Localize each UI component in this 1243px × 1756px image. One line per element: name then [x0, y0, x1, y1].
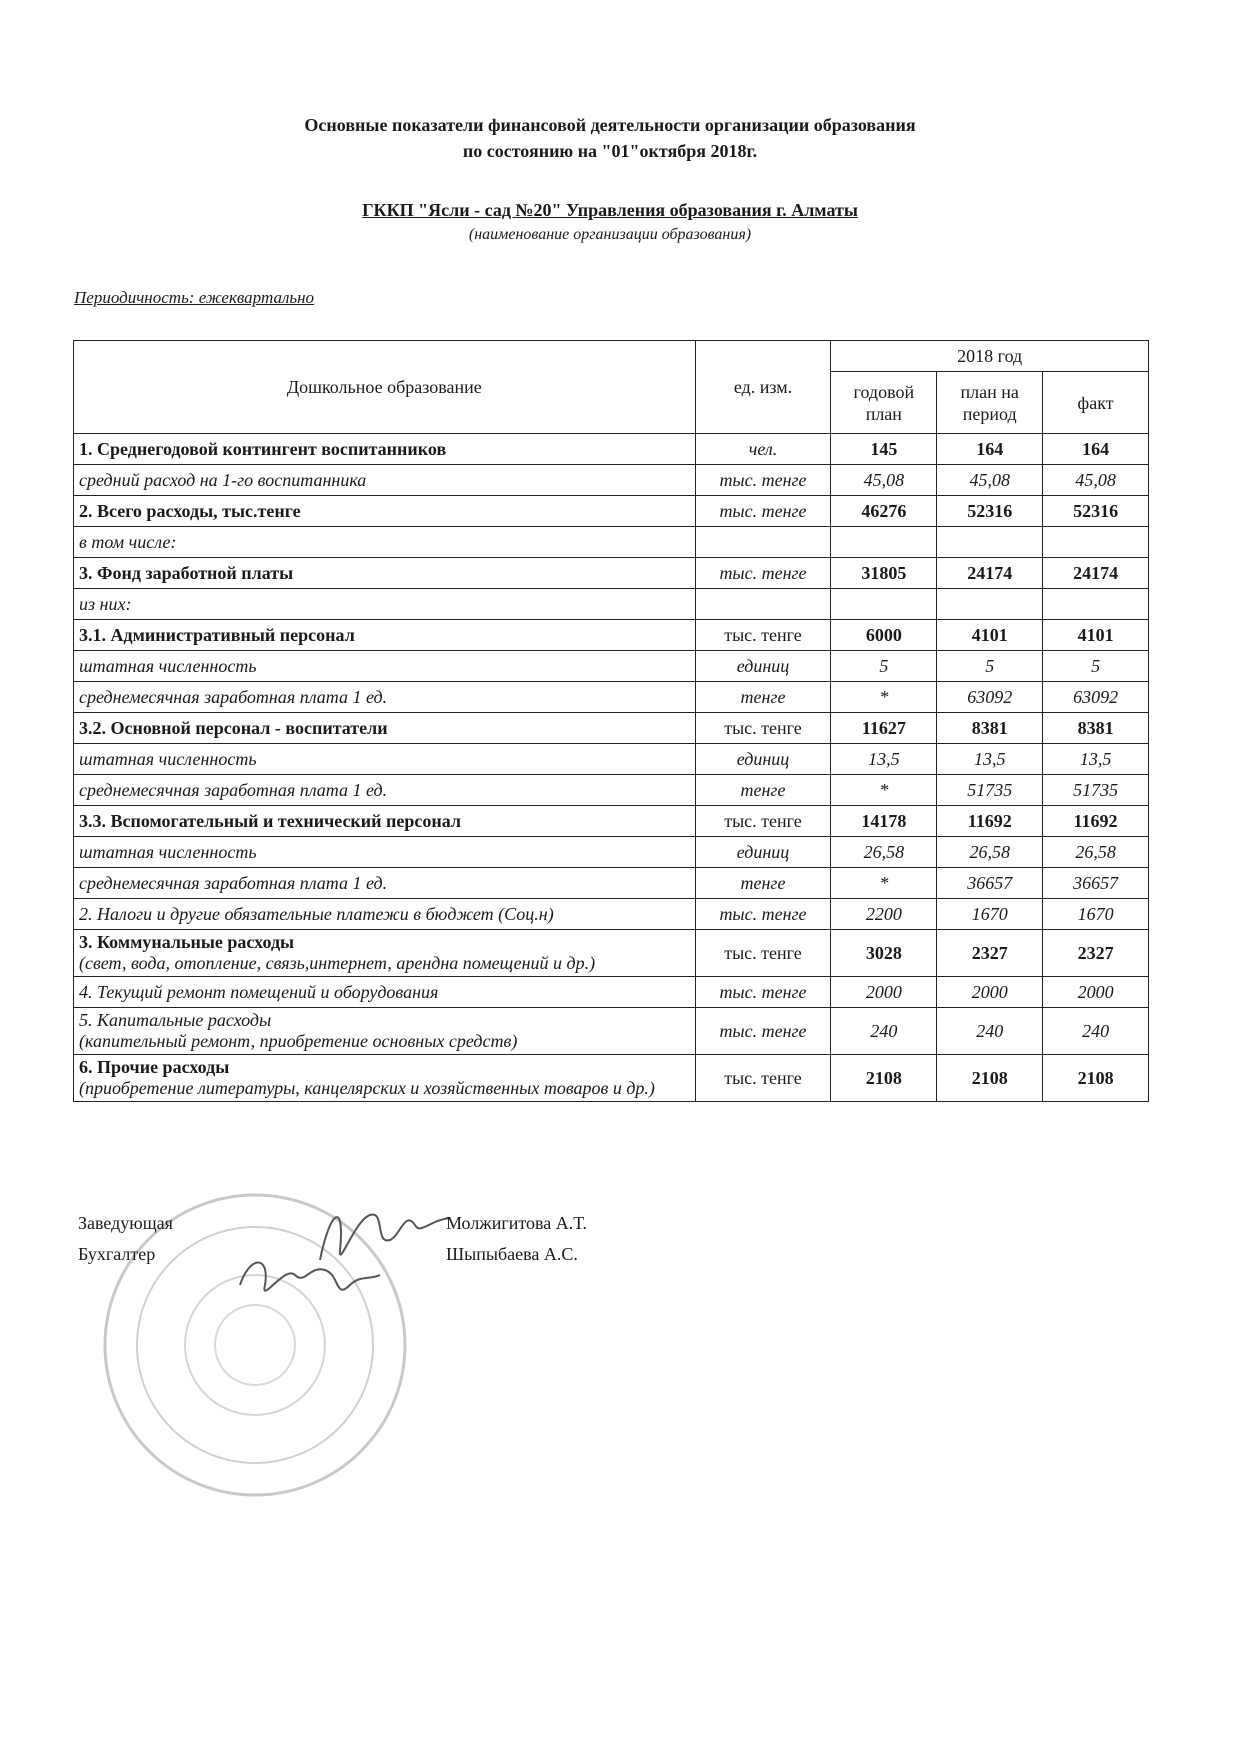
row-unit: единиц: [695, 651, 831, 682]
director-name: Молжигитова А.Т.: [446, 1213, 587, 1233]
header-year: 2018 год: [831, 341, 1149, 372]
row-value-v2: 36657: [937, 868, 1043, 899]
row-name: среднемесячная заработная плата 1 ед.: [79, 686, 388, 707]
row-value-v3: 26,58: [1043, 837, 1149, 868]
row-value-v1: 31805: [831, 558, 937, 589]
row-unit: тыс. тенге: [695, 1055, 831, 1102]
row-value-v2: 2000: [937, 977, 1043, 1008]
row-unit: тыс. тенге: [695, 496, 831, 527]
table-row: [74, 496, 1149, 527]
row-value-v1: *: [831, 682, 937, 713]
row-name-cell: [74, 620, 696, 651]
row-value-v1: 2000: [831, 977, 937, 1008]
row-value-v3: 1670: [1043, 899, 1149, 930]
row-value-v1: 3028: [831, 930, 937, 977]
row-value-v1: *: [831, 775, 937, 806]
table-row: [74, 713, 1149, 744]
table-row: [74, 806, 1149, 837]
row-value-v1: 240: [831, 1008, 937, 1055]
row-name-cell: [74, 837, 696, 868]
row-name-cell: [74, 806, 696, 837]
row-note: (капительный ремонт, приобретение основных средств): [79, 1031, 518, 1051]
row-name-cell: [74, 527, 696, 558]
row-value-v2: 13,5: [937, 744, 1043, 775]
row-value-v1: 2108: [831, 1055, 937, 1102]
row-unit: тенге: [695, 775, 831, 806]
row-name-cell: [74, 434, 696, 465]
row-name: 6. Прочие расходы: [79, 1057, 230, 1077]
row-unit: чел.: [695, 434, 831, 465]
row-value-v1: 13,5: [831, 744, 937, 775]
table-row: [74, 1055, 1149, 1102]
row-name-cell: [74, 930, 696, 977]
row-note: (приобретение литературы, канцелярских и хозяйственных товаров и др.): [79, 1078, 655, 1098]
row-value-v2: 4101: [937, 620, 1043, 651]
row-value-v2: 24174: [937, 558, 1043, 589]
accountant-signature-icon: [230, 1245, 390, 1325]
financial-table: [73, 340, 1149, 1102]
row-value-v3: 52316: [1043, 496, 1149, 527]
row-value-v1: 45,08: [831, 465, 937, 496]
row-value-v2: 26,58: [937, 837, 1043, 868]
document-title-line2: по состоянию на "01"октября 2018г.: [462, 141, 758, 161]
row-name-cell: [74, 977, 696, 1008]
row-value-v3: 36657: [1043, 868, 1149, 899]
periodicity-label: Периодичность: ежеквартально: [74, 288, 315, 307]
row-value-v3: 11692: [1043, 806, 1149, 837]
row-unit: тыс. тенге: [695, 1008, 831, 1055]
header-period-plan: план на период: [937, 372, 1043, 434]
row-value-v2: 11692: [937, 806, 1043, 837]
row-value-v2: 8381: [937, 713, 1043, 744]
row-value-v2: 1670: [937, 899, 1043, 930]
row-name-cell: [74, 1055, 696, 1102]
row-value-v3: 51735: [1043, 775, 1149, 806]
accountant-name: Шыпыбаева А.С.: [446, 1244, 578, 1264]
row-value-v3: [1043, 589, 1149, 620]
row-unit: тыс. тенге: [695, 713, 831, 744]
table-row: [74, 775, 1149, 806]
table-row: [74, 837, 1149, 868]
row-value-v3: 2327: [1043, 930, 1149, 977]
row-name: 3. Фонд заработной платы: [79, 562, 294, 583]
row-value-v2: [937, 589, 1043, 620]
row-value-v3: 8381: [1043, 713, 1149, 744]
row-value-v2: 164: [937, 434, 1043, 465]
row-value-v2: 45,08: [937, 465, 1043, 496]
row-name-cell: [74, 713, 696, 744]
row-unit: тыс. тенге: [695, 977, 831, 1008]
table-row: [74, 465, 1149, 496]
table-row: [74, 1008, 1149, 1055]
row-name-cell: [74, 589, 696, 620]
row-name: среднемесячная заработная плата 1 ед.: [79, 779, 388, 800]
row-unit: тыс. тенге: [695, 930, 831, 977]
row-name: среднемесячная заработная плата 1 ед.: [79, 872, 388, 893]
row-name-cell: [74, 1008, 696, 1055]
row-value-v3: [1043, 527, 1149, 558]
row-name: средний расход на 1-го воспитанника: [79, 469, 367, 490]
row-value-v2: 51735: [937, 775, 1043, 806]
row-name: штатная численность: [79, 748, 257, 769]
row-value-v2: 240: [937, 1008, 1043, 1055]
header-unit: ед. изм.: [695, 341, 831, 434]
table-row: [74, 930, 1149, 977]
table-body: [74, 434, 1149, 1102]
row-unit: [695, 527, 831, 558]
table-row: [74, 527, 1149, 558]
row-note: (свет, вода, отопление, связь,интернет, арендна помещений и др.): [79, 953, 596, 973]
row-unit: [695, 589, 831, 620]
row-name-cell: [74, 775, 696, 806]
row-name: 3.2. Основной персонал - воспитатели: [79, 717, 388, 738]
table-row: [74, 682, 1149, 713]
table-row: [74, 589, 1149, 620]
row-value-v1: 46276: [831, 496, 937, 527]
row-name: 4. Текущий ремонт помещений и оборудования: [79, 981, 439, 1002]
row-unit: единиц: [695, 837, 831, 868]
row-value-v3: 45,08: [1043, 465, 1149, 496]
table-row: [74, 651, 1149, 682]
row-unit: тыс. тенге: [695, 620, 831, 651]
row-value-v2: 2327: [937, 930, 1043, 977]
row-name: из них:: [79, 593, 132, 614]
row-unit: тенге: [695, 682, 831, 713]
row-unit: тыс. тенге: [695, 899, 831, 930]
row-value-v2: [937, 527, 1043, 558]
row-unit: тыс. тенге: [695, 806, 831, 837]
table-row: [74, 434, 1149, 465]
table-row: [74, 744, 1149, 775]
row-value-v3: 240: [1043, 1008, 1149, 1055]
row-name-cell: [74, 651, 696, 682]
row-value-v1: 145: [831, 434, 937, 465]
table-row: [74, 868, 1149, 899]
table-row: [74, 899, 1149, 930]
row-name-cell: [74, 744, 696, 775]
table-row: [74, 977, 1149, 1008]
header-name: Дошкольное образование: [74, 341, 696, 434]
row-name: 2. Налоги и другие обязательные платежи в бюджет (Соц.н): [79, 903, 554, 924]
row-name: 3. Коммунальные расходы: [79, 932, 295, 952]
row-value-v3: 13,5: [1043, 744, 1149, 775]
row-value-v3: 164: [1043, 434, 1149, 465]
row-name-cell: [74, 899, 696, 930]
row-name: 1. Среднегодовой контингент воспитанников: [79, 438, 447, 459]
row-name: 3.3. Вспомогательный и технический персонал: [79, 810, 462, 831]
row-value-v1: 5: [831, 651, 937, 682]
row-value-v2: 63092: [937, 682, 1043, 713]
row-value-v2: 2108: [937, 1055, 1043, 1102]
row-value-v2: 5: [937, 651, 1043, 682]
row-unit: тыс. тенге: [695, 465, 831, 496]
row-name: 2. Всего расходы, тыс.тенге: [79, 500, 301, 521]
header-fact: факт: [1043, 372, 1149, 434]
row-value-v1: *: [831, 868, 937, 899]
row-value-v1: 6000: [831, 620, 937, 651]
director-title: Заведующая: [78, 1213, 173, 1233]
row-name-cell: [74, 465, 696, 496]
organization-name-text: ГККП "Ясли - сад №20" Управления образования г. Алматы: [362, 200, 858, 220]
row-value-v1: 14178: [831, 806, 937, 837]
accountant-title: Бухгалтер: [78, 1244, 156, 1264]
organization-name: [150, 200, 1070, 221]
row-name: штатная численность: [79, 841, 257, 862]
row-unit: тыс. тенге: [695, 558, 831, 589]
row-name: штатная численность: [79, 655, 257, 676]
row-name-cell: [74, 496, 696, 527]
row-name: 3.1. Административный персонал: [79, 624, 355, 645]
row-value-v1: 26,58: [831, 837, 937, 868]
document-title-line1: Основные показатели финансовой деятельности организации образования: [304, 115, 916, 135]
row-value-v3: 24174: [1043, 558, 1149, 589]
row-unit: единиц: [695, 744, 831, 775]
row-value-v1: [831, 589, 937, 620]
row-name: в том числе:: [79, 531, 177, 552]
row-value-v3: 63092: [1043, 682, 1149, 713]
organization-caption: (наименование организации образования): [468, 226, 752, 243]
row-name: 5. Капитальные расходы: [79, 1010, 272, 1030]
row-value-v1: 11627: [831, 713, 937, 744]
header-annual-plan: годовой план: [831, 372, 937, 434]
row-name-cell: [74, 682, 696, 713]
row-value-v1: 2200: [831, 899, 937, 930]
row-value-v3: 2000: [1043, 977, 1149, 1008]
row-value-v3: 5: [1043, 651, 1149, 682]
row-name-cell: [74, 868, 696, 899]
row-unit: тенге: [695, 868, 831, 899]
row-value-v3: 2108: [1043, 1055, 1149, 1102]
row-value-v1: [831, 527, 937, 558]
row-value-v2: 52316: [937, 496, 1043, 527]
row-value-v3: 4101: [1043, 620, 1149, 651]
table-row: [74, 620, 1149, 651]
table-row: [74, 558, 1149, 589]
row-name-cell: [74, 558, 696, 589]
